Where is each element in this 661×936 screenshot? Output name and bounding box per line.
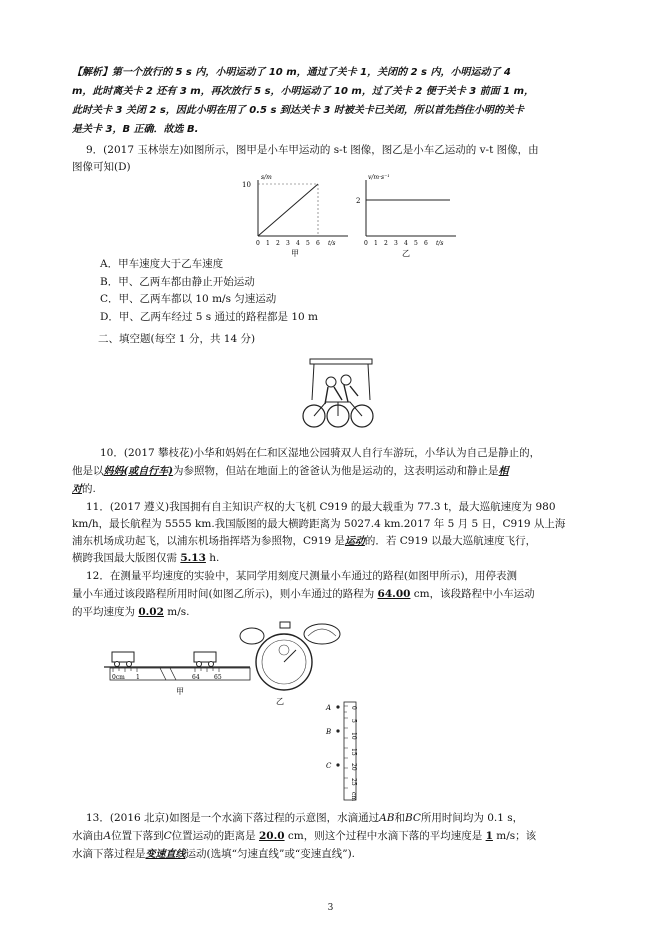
q13-line-2: 水滴由A位置下落到C位置运动的距离是 20.0 cm，则这个过程中水滴下落的平均速度是 1 m/s；该	[72, 830, 537, 842]
svg-text:0: 0	[350, 706, 357, 710]
q12-answer-1: 64.00	[377, 588, 411, 600]
ruler-label-1: 1	[136, 674, 140, 681]
svg-text:0: 0	[256, 240, 260, 247]
q11-line-4: 横跨我国最大版图仅需 5.13 h.	[72, 552, 220, 564]
svg-text:5: 5	[306, 240, 310, 247]
graph-b-y-tick: 2	[356, 197, 361, 205]
q10-line-1: 10．(2017 攀枝花)小华和妈妈在仁和区湿地公园骑双人自行车游玩，小华认为自己是静止的，	[100, 447, 541, 459]
analysis-line-1: 【解析】第一个放行的 5 s 内，小明运动了 10 m，通过了关卡 1，关闭的 2 s 内，小明运动了 4	[72, 67, 511, 78]
svg-text:5: 5	[350, 719, 357, 723]
water-drop-figure	[324, 700, 364, 804]
q10-line-2: 他是以妈妈(或自行车)为参照物，但站在地面上的爸爸认为他是运动的，这表明运动和静止是相	[72, 465, 509, 477]
drop-point-a: A	[326, 704, 332, 712]
s-t-graph	[236, 170, 356, 260]
svg-text:25: 25	[350, 778, 357, 786]
q9-option-d: D．甲、乙两车经过 5 s 通过的路程都是 10 m	[100, 311, 318, 323]
svg-text:1: 1	[266, 240, 270, 247]
svg-text:6: 6	[316, 240, 320, 247]
svg-text:3: 3	[286, 240, 290, 247]
q10-answer-1: 妈妈(或自行车)	[103, 466, 173, 477]
q10-answer-2a: 相	[498, 466, 509, 477]
q9-option-c: C．甲、乙两车都以 10 m/s 匀速运动	[100, 293, 277, 305]
q13-line-3: 水滴下落过程是变速直线运动(选填“匀速直线”或“变速直线”).	[72, 848, 356, 860]
ruler-label-65: 65	[214, 674, 222, 681]
analysis-line-3: 此时关卡 3 关闭 2 s，因此小明在用了 0.5 s 到达关卡 3 时被关卡已关闭，所以首先挡住小明的关卡	[72, 105, 524, 116]
drop-point-c: C	[326, 762, 332, 770]
svg-text:cm: cm	[350, 792, 357, 802]
stopwatch-caption: 乙	[276, 697, 284, 706]
q13-line-1: 13．(2016 北京)如图是一个水滴下落过程的示意图，水滴通过AB和BC所用时间均为 0.1 s，	[86, 812, 524, 824]
graph-b-x-ticks	[364, 240, 444, 247]
svg-text:0: 0	[364, 240, 368, 247]
svg-text:2: 2	[276, 240, 280, 247]
svg-text:3: 3	[394, 240, 398, 247]
svg-text:4: 4	[404, 240, 408, 247]
q11-answer-1: 运动	[344, 536, 365, 547]
tandem-bicycle-illustration	[298, 356, 380, 434]
q13-answer-3: 变速直线	[145, 849, 186, 860]
q11-line-1: 11．(2017 遵义)我国拥有自主知识产权的大飞机 C919 的最大载重为 77.3 t，最大巡航速度为 980	[86, 501, 556, 513]
svg-text:15: 15	[350, 748, 357, 756]
analysis-line-2: m，此时离关卡 2 还有 3 m，再次放行 5 s，小明运动了 10 m，过了关卡 2 便于关卡 3 前面 1 m，	[72, 86, 535, 97]
q9-option-a: A．甲车速度大于乙车速度	[100, 258, 224, 270]
ruler-label-64: 64	[192, 674, 200, 681]
q12-line-3: 的平均速度为 0.02 m/s.	[72, 606, 190, 618]
ruler-caption: 甲	[176, 687, 184, 696]
q11-answer-2: 5.13	[180, 552, 206, 564]
q11-line-3: 浦东机场成功起飞，以浦东机场指挥塔为参照物，C919 是运动的．若 C919 以最大巡航速度飞行，	[72, 535, 537, 547]
graph-a-y-tick: 10	[242, 181, 251, 189]
svg-text:1: 1	[374, 240, 378, 247]
graph-a-line	[258, 184, 318, 236]
q13-answer-2: 1	[485, 830, 493, 842]
section-2-title: 二、填空题(每空 1 分，共 14 分)	[98, 333, 256, 345]
graph-b-caption: 乙	[402, 249, 410, 258]
svg-text:t/s: t/s	[436, 240, 444, 247]
svg-text:t/s: t/s	[328, 240, 336, 247]
svg-text:2: 2	[384, 240, 388, 247]
q9-line-2: 图像可知(D)	[72, 161, 131, 173]
graph-a-x-ticks	[256, 240, 336, 247]
analysis-line-4: 是关卡 3，B 正确．故选 B.	[72, 124, 199, 135]
q12-line-2: 量小车通过该段路程所用时间(如图乙所示)，则小车通过的路程为 64.00 cm，该段路程中小车运动	[72, 588, 535, 600]
q10-line-3: 对的.	[72, 483, 96, 495]
q9-line-1: 9．(2017 玉林崇左)如图所示，图甲是小车甲运动的 s-t 图像，图乙是小车乙运动的 v-t 图像，由	[86, 144, 539, 156]
svg-text:5: 5	[414, 240, 418, 247]
ruler-label-0: 0cm	[112, 674, 125, 681]
graph-a-caption: 甲	[291, 249, 299, 258]
q12-answer-2: 0.02	[138, 606, 164, 618]
q13-answer-1: 20.0	[258, 830, 285, 842]
v-t-graph	[350, 170, 470, 260]
q12-line-1: 12．在测量平均速度的实验中，某同学用刻度尺测量小车通过的路程(如图甲所示)，用停表测	[86, 570, 518, 582]
svg-text:10: 10	[350, 732, 357, 740]
svg-text:20: 20	[350, 763, 357, 771]
svg-text:6: 6	[424, 240, 428, 247]
q10-answer-2b: 对	[72, 484, 82, 495]
svg-text:4: 4	[296, 240, 300, 247]
q11-line-2: km/h，最长航程为 5555 km.我国版图的最大横跨距离为 5027.4 km.2017 年 5 月 5 日，C919 从上海	[72, 518, 566, 530]
page-number: 3	[327, 903, 334, 913]
drop-point-b: B	[326, 728, 332, 736]
graph-a-y-label: s/m	[261, 174, 272, 181]
graph-b-y-label: v/m·s⁻¹	[368, 174, 390, 181]
q9-option-b: B．甲、乙两车都由静止开始运动	[100, 276, 255, 288]
analysis-label: 【解析】	[72, 67, 112, 78]
